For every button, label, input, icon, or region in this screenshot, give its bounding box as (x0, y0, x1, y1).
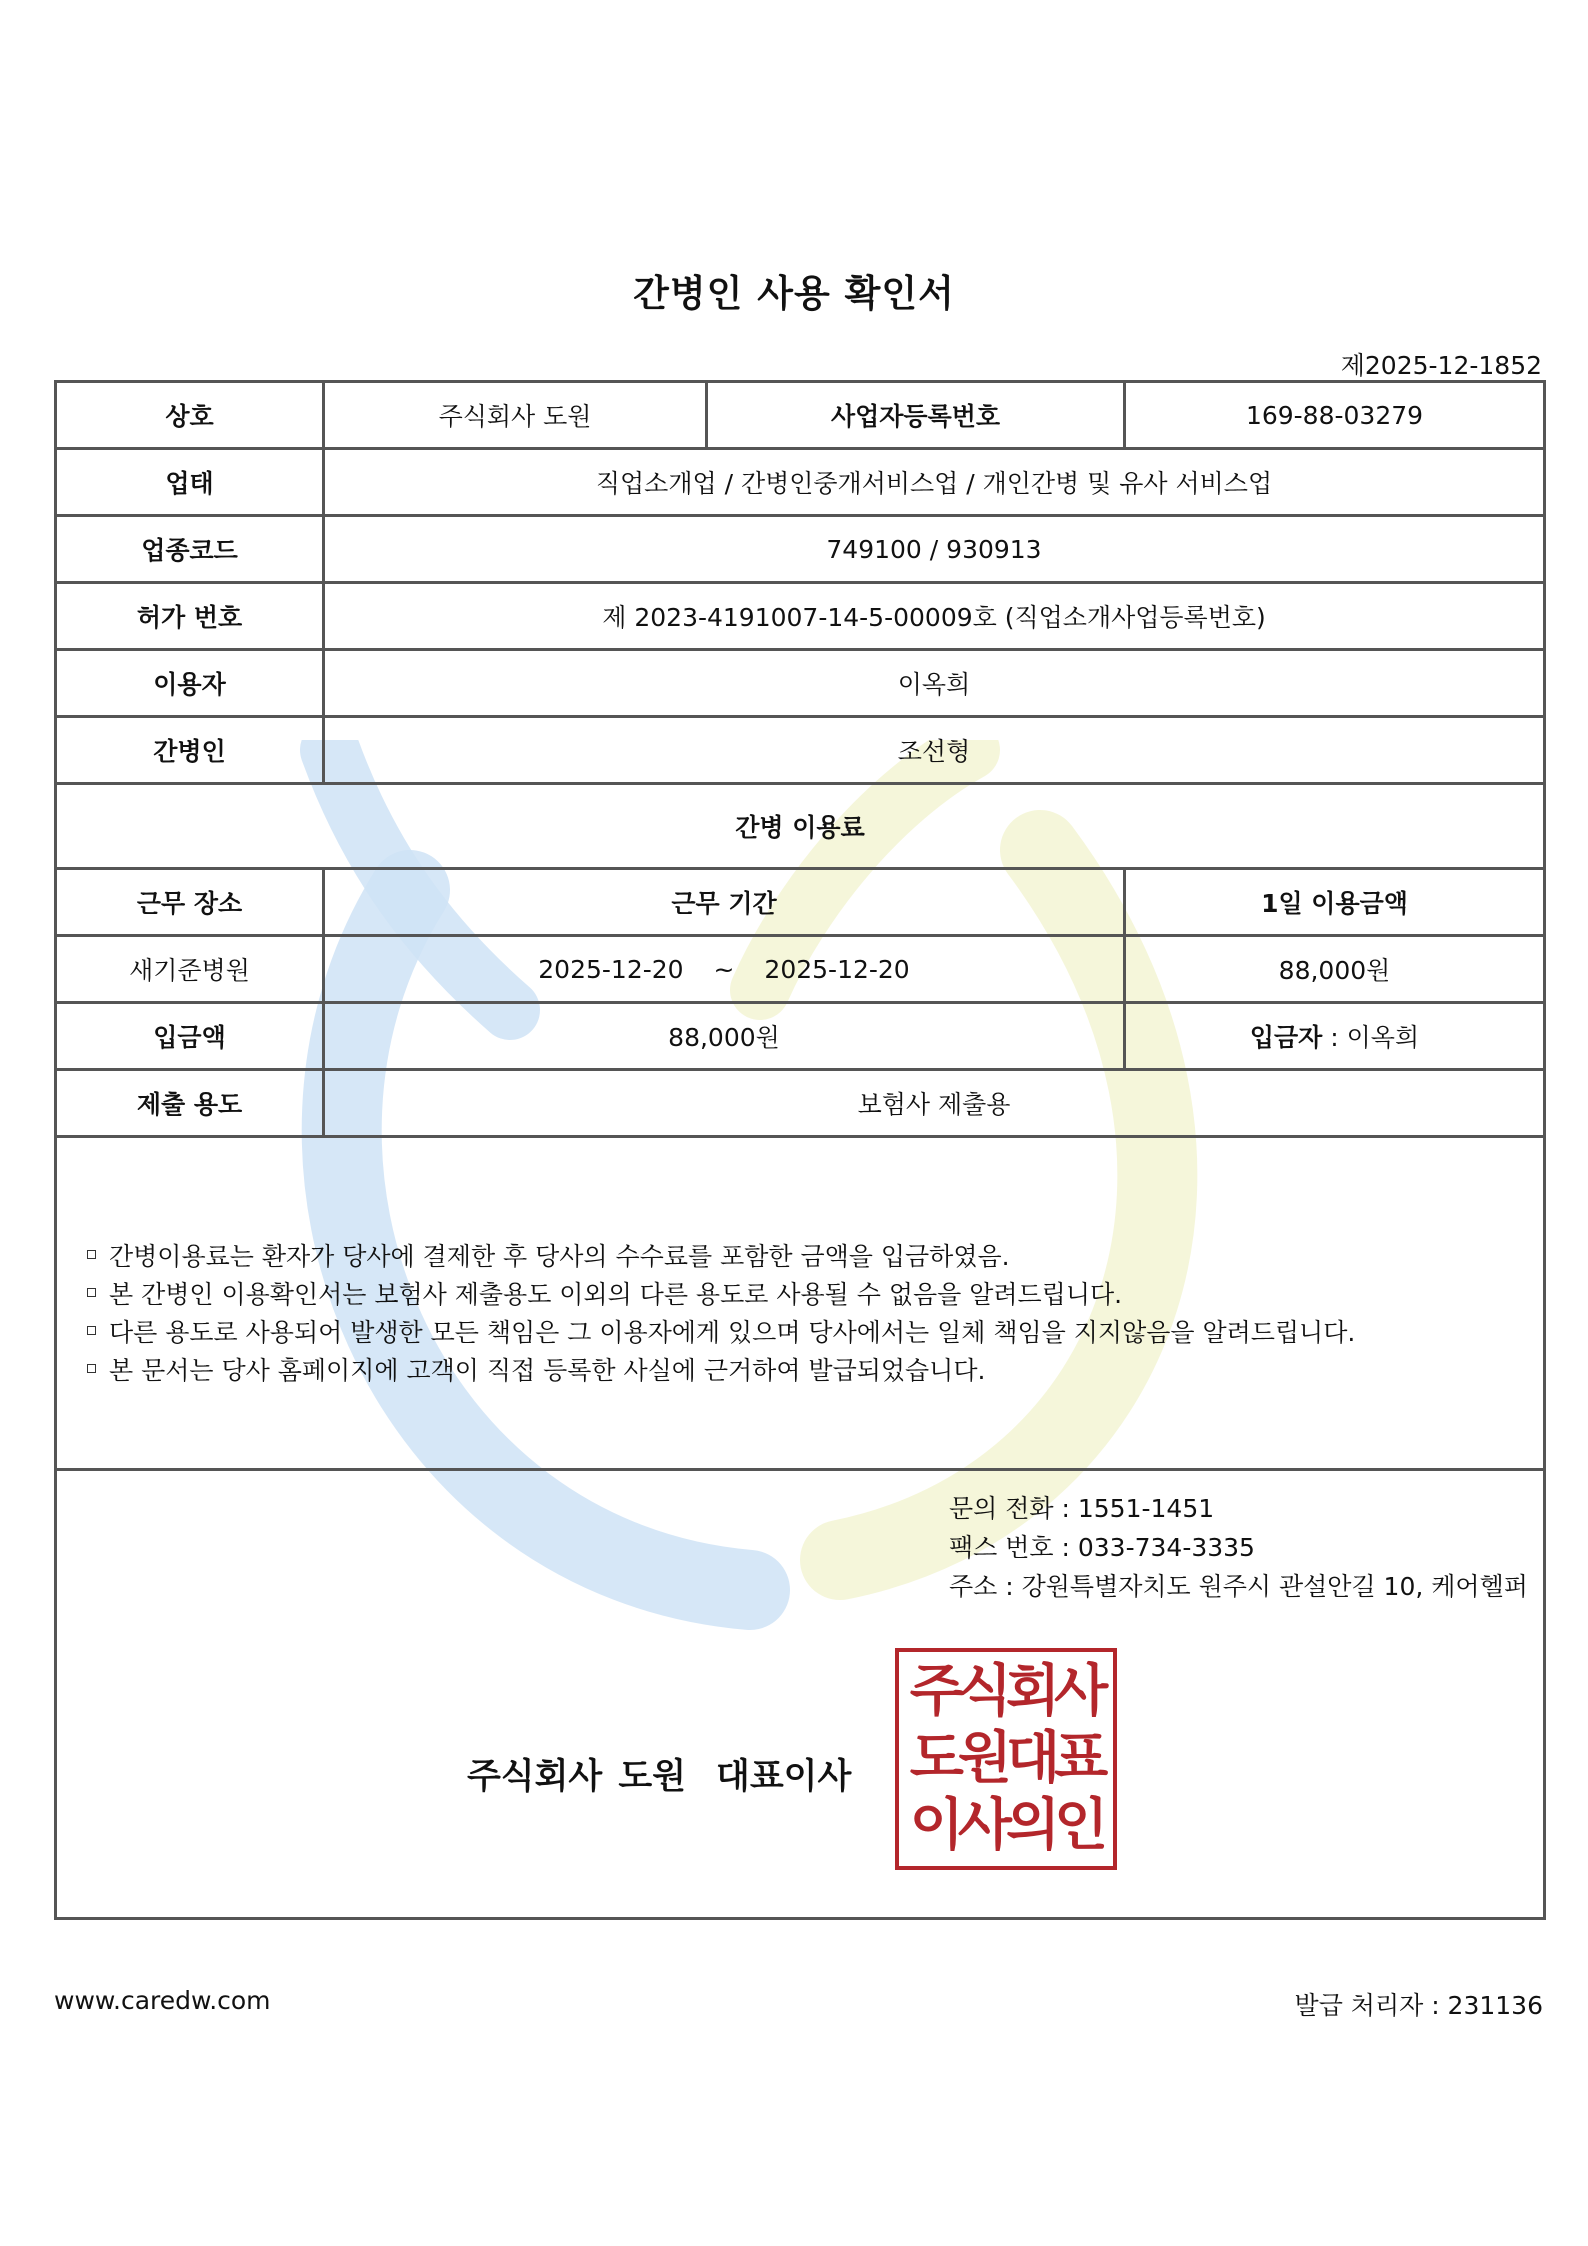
seal-line: 주식회사 (909, 1658, 1103, 1724)
deposit-label: 입금액 (56, 1003, 324, 1070)
bizno-label: 사업자등록번호 (707, 382, 1125, 449)
biztype-value: 직업소개업 / 간병인중개서비스업 / 개인간병 및 유사 서비스업 (324, 449, 1545, 516)
period-value (324, 936, 1125, 1003)
issuer-id: 발급 처리자 : 231136 (1294, 1991, 1543, 2020)
confirmation-table (54, 380, 1546, 1920)
industry-value: 749100 / 930913 (324, 516, 1545, 583)
purpose-value: 보험사 제출용 (324, 1070, 1545, 1137)
note-item (87, 1238, 1543, 1276)
document-title: 간병인 사용 확인서 (633, 272, 955, 315)
contact-info (949, 1489, 1528, 1606)
company-seal-stamp (895, 1648, 1117, 1870)
period-label: 근무 기간 (324, 869, 1125, 936)
biztype-label: 업태 (56, 449, 324, 516)
bullet-square-icon (87, 1250, 96, 1259)
purpose-label: 제출 용도 (56, 1070, 324, 1137)
note-item (87, 1352, 1543, 1390)
caregiver-value: 조선형 (324, 717, 1545, 784)
row-user (56, 650, 1545, 717)
note-text: 간병이용료는 환자가 당사에 결제한 후 당사의 수수료를 포함한 금액을 입금하였음. (109, 1242, 1010, 1271)
seal-line: 도원대표 (909, 1725, 1103, 1791)
row-fee-values (56, 936, 1545, 1003)
depositor-value: 이옥희 (1346, 1023, 1420, 1052)
period-end: 2025-12-20 (764, 954, 910, 984)
row-signature (56, 1470, 1545, 1919)
depositor-cell (1125, 1003, 1545, 1070)
row-company (56, 382, 1545, 449)
depositor-separator: : (1322, 1023, 1347, 1052)
user-value: 이옥희 (324, 650, 1545, 717)
bullet-square-icon (87, 1364, 96, 1373)
signer-role: 대표이사 (716, 1757, 852, 1797)
period-separator: ~ (713, 954, 735, 984)
company-value: 주식회사 도원 (324, 382, 707, 449)
permit-label: 허가 번호 (56, 583, 324, 650)
note-text: 본 문서는 당사 홈페이지에 고객이 직접 등록한 사실에 근거하여 발급되었습니다. (109, 1356, 986, 1385)
row-deposit (56, 1003, 1545, 1070)
signature-cell (56, 1470, 1545, 1919)
row-permit (56, 583, 1545, 650)
bullet-square-icon (87, 1326, 96, 1335)
note-item (87, 1314, 1543, 1352)
signer-name (467, 1749, 851, 1799)
row-fee-headers (56, 869, 1545, 936)
caregiver-label: 간병인 (56, 717, 324, 784)
fee-section-title: 간병 이용료 (56, 784, 1545, 869)
seal-line: 이사의인 (909, 1793, 1103, 1859)
row-biztype (56, 449, 1545, 516)
permit-value: 제 2023-4191007-14-5-00009호 (직업소개사업등록번호) (324, 583, 1545, 650)
period-start: 2025-12-20 (538, 954, 684, 984)
depositor-label: 입금자 (1249, 1023, 1323, 1052)
deposit-value: 88,000원 (324, 1003, 1125, 1070)
user-label: 이용자 (56, 650, 324, 717)
company-label: 상호 (56, 382, 324, 449)
website-link[interactable]: www.caredw.com (54, 1986, 271, 2015)
row-caregiver (56, 717, 1545, 784)
bullet-square-icon (87, 1288, 96, 1297)
row-fee-section (56, 784, 1545, 869)
notes-list (57, 1138, 1543, 1390)
signer-company: 주식회사 도원 (467, 1757, 687, 1797)
note-text: 본 간병인 이용확인서는 보험사 제출용도 이외의 다른 용도로 사용될 수 없음을 알려드립니다. (109, 1280, 1123, 1309)
contact-phone: 문의 전화 : 1551-1451 (949, 1494, 1215, 1523)
notes-cell (56, 1137, 1545, 1470)
row-notes (56, 1137, 1545, 1470)
row-industry (56, 516, 1545, 583)
bizno-value: 169-88-03279 (1125, 382, 1545, 449)
note-text: 다른 용도로 사용되어 발생한 모든 책임은 그 이용자에게 있으며 당사에서는 일체 책임을 지지않음을 알려드립니다. (109, 1318, 1356, 1347)
place-value: 새기준병원 (56, 936, 324, 1003)
daily-fee-value: 88,000원 (1125, 936, 1545, 1003)
contact-fax: 팩스 번호 : 033-734-3335 (949, 1533, 1255, 1562)
place-label: 근무 장소 (56, 869, 324, 936)
note-item (87, 1276, 1543, 1314)
document-number: 제2025-12-1852 (1340, 351, 1542, 380)
industry-label: 업종코드 (56, 516, 324, 583)
daily-fee-label: 1일 이용금액 (1125, 869, 1545, 936)
contact-address: 주소 : 강원특별자치도 원주시 관설안길 10, 케어헬퍼 (949, 1572, 1528, 1601)
row-purpose (56, 1070, 1545, 1137)
